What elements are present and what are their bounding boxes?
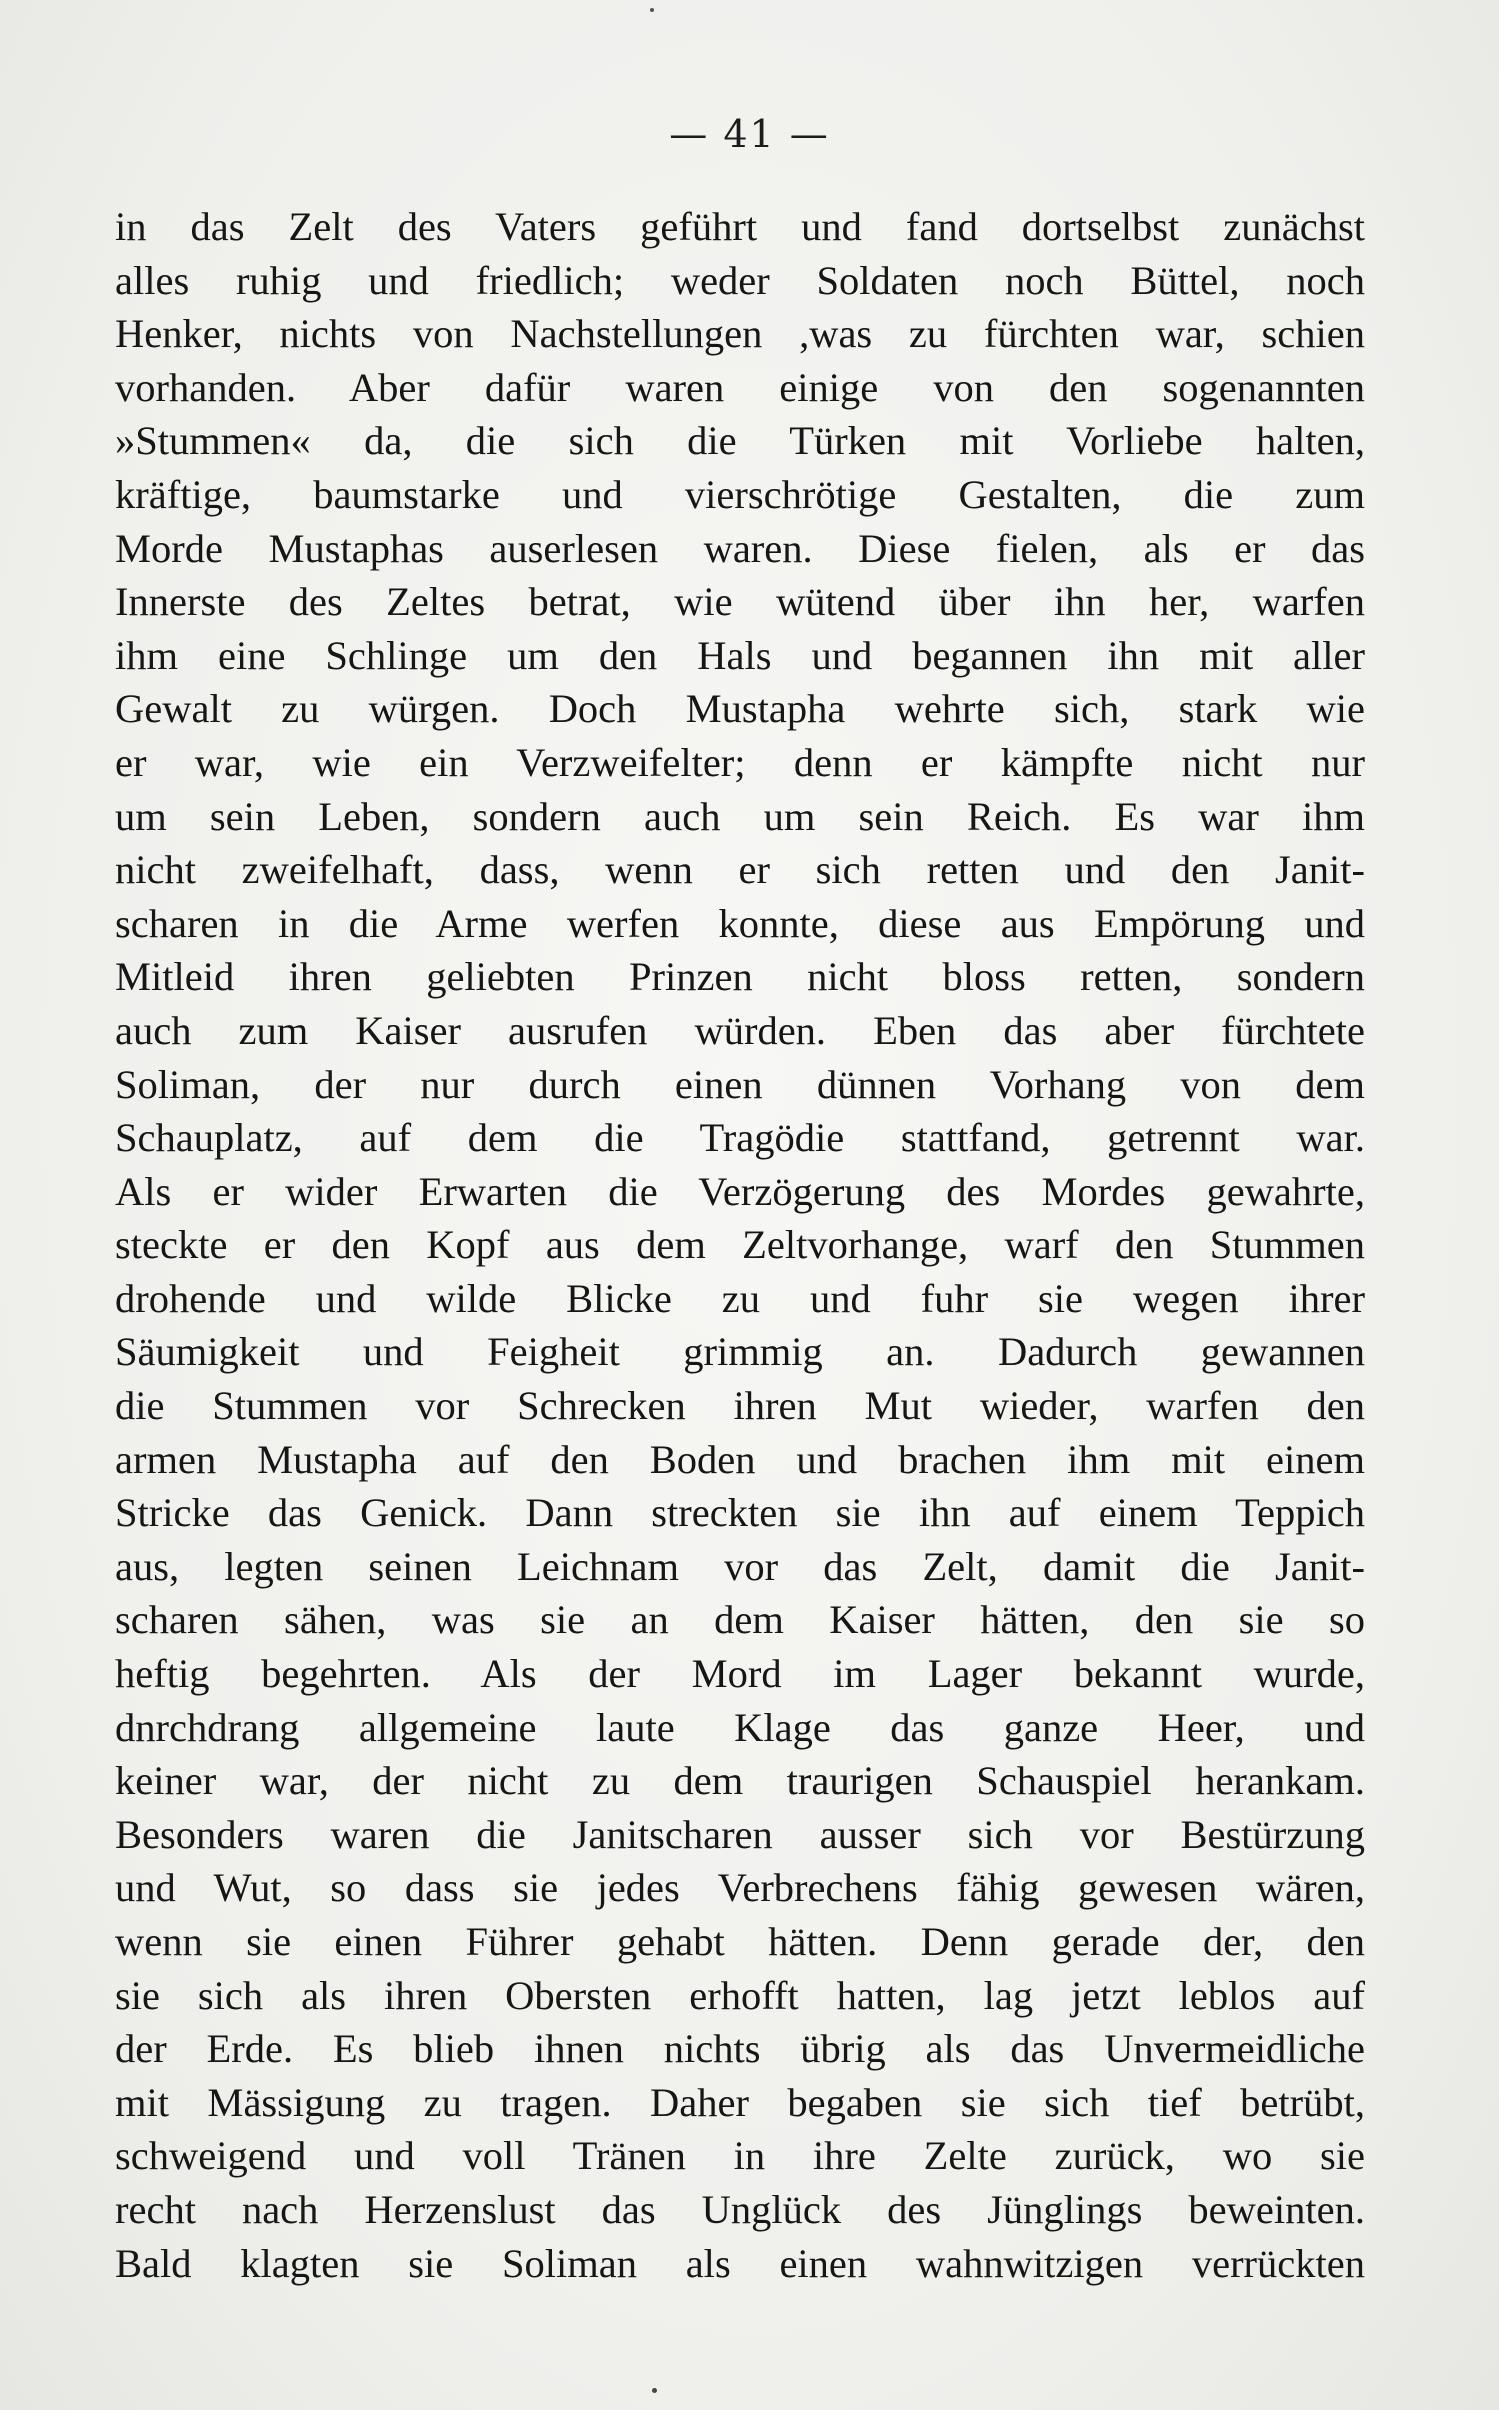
text-line: Bald klagten sie Soliman als einen wahnwitzigen verrückten: [115, 2240, 1365, 2286]
text-line: auch zum Kaiser ausrufen würden. Eben das aber fürchtete: [115, 1007, 1365, 1053]
text-line: in das Zelt des Vaters geführt und fand dortselbst zunächst: [115, 204, 1365, 249]
text-line: ihm eine Schlinge um den Hals und begannen ihn mit aller: [115, 632, 1365, 678]
text-line: recht nach Herzenslust das Unglück des Jünglings beweinten.: [115, 2186, 1365, 2232]
text-line: Mitleid ihren geliebten Prinzen nicht bloss retten, sondern: [115, 954, 1365, 1000]
text-line: und Wut, so dass sie jedes Verbrechens fähig gewesen wären,: [115, 1865, 1365, 1911]
text-line: sie sich als ihren Obersten erhofft hatten, lag jetzt leblos auf: [115, 1972, 1365, 2018]
text-line: Gewalt zu würgen. Doch Mustapha wehrte sich, stark wie: [115, 686, 1365, 732]
text-line: mit Mässigung zu tragen. Daher begaben sie sich tief betrübt,: [115, 2079, 1365, 2125]
text-line: Soliman, der nur durch einen dünnen Vorhang von dem: [115, 1061, 1365, 1107]
text-line: aus, legten seinen Leichnam vor das Zelt, damit die Janit-: [115, 1543, 1365, 1589]
text-line: um sein Leben, sondern auch um sein Reich. Es war ihm: [115, 793, 1365, 839]
paper-speck: [650, 8, 654, 12]
text-line: alles ruhig und friedlich; weder Soldaten noch Büttel, noch: [115, 257, 1365, 303]
text-line: kräftige, baumstarke und vierschrötige Gestalten, die zum: [115, 471, 1365, 517]
text-line: steckte er den Kopf aus dem Zeltvorhange, warf den Stummen: [115, 1222, 1365, 1268]
text-line: wenn sie einen Führer gehabt hätten. Denn gerade der, den: [115, 1919, 1365, 1964]
text-line: heftig begehrten. Als der Mord im Lager bekannt wurde,: [115, 1651, 1365, 1697]
text-line: Stricke das Genick. Dann streckten sie ihn auf einem Teppich: [115, 1490, 1365, 1536]
text-line: vorhanden. Aber dafür waren einige von den sogenannten: [115, 364, 1365, 410]
text-line: Als er wider Erwarten die Verzögerung des Mordes gewahrte,: [115, 1168, 1365, 1214]
text-line: Besonders waren die Janitscharen ausser sich vor Bestürzung: [115, 1811, 1365, 1857]
text-line: schweigend und voll Tränen in ihre Zelte zurück, wo sie: [115, 2133, 1365, 2179]
text-line: Säumigkeit und Feigheit grimmig an. Dadurch gewannen: [115, 1329, 1365, 1375]
text-line: die Stummen vor Schrecken ihren Mut wieder, warfen den: [115, 1383, 1365, 1429]
paper-speck: [652, 2388, 657, 2393]
body-text: [115, 200, 1365, 2290]
text-line: armen Mustapha auf den Boden und brachen ihm mit einem: [115, 1436, 1365, 1482]
text-line: drohende und wilde Blicke zu und fuhr sie wegen ihrer: [115, 1275, 1365, 1321]
text-line: Henker, nichts von Nachstellungen ,was zu fürchten war, schien: [115, 311, 1365, 357]
text-line: scharen in die Arme werfen konnte, diese aus Empörung und: [115, 900, 1365, 946]
text-line: nicht zweifelhaft, dass, wenn er sich retten und den Janit-: [115, 847, 1365, 893]
page-number: — 41 —: [669, 112, 830, 156]
text-line: der Erde. Es blieb ihnen nichts übrig als das Unvermeidliche: [115, 2026, 1365, 2072]
text-line: Innerste des Zeltes betrat, wie wütend über ihn her, warfen: [115, 579, 1365, 625]
text-line: keiner war, der nicht zu dem traurigen Schauspiel herankam.: [115, 1758, 1365, 1804]
text-line: er war, wie ein Verzweifelter; denn er kämpfte nicht nur: [115, 739, 1365, 785]
text-line: Schauplatz, auf dem die Tragödie stattfand, getrennt war.: [115, 1115, 1365, 1161]
text-line: »Stummen« da, die sich die Türken mit Vorliebe halten,: [115, 418, 1365, 464]
text-line: Morde Mustaphas auserlesen waren. Diese fielen, als er das: [115, 525, 1365, 571]
text-line: scharen sähen, was sie an dem Kaiser hätten, den sie so: [115, 1597, 1365, 1643]
text-line: dnrchdrang allgemeine laute Klage das ganze Heer, und: [115, 1704, 1365, 1750]
